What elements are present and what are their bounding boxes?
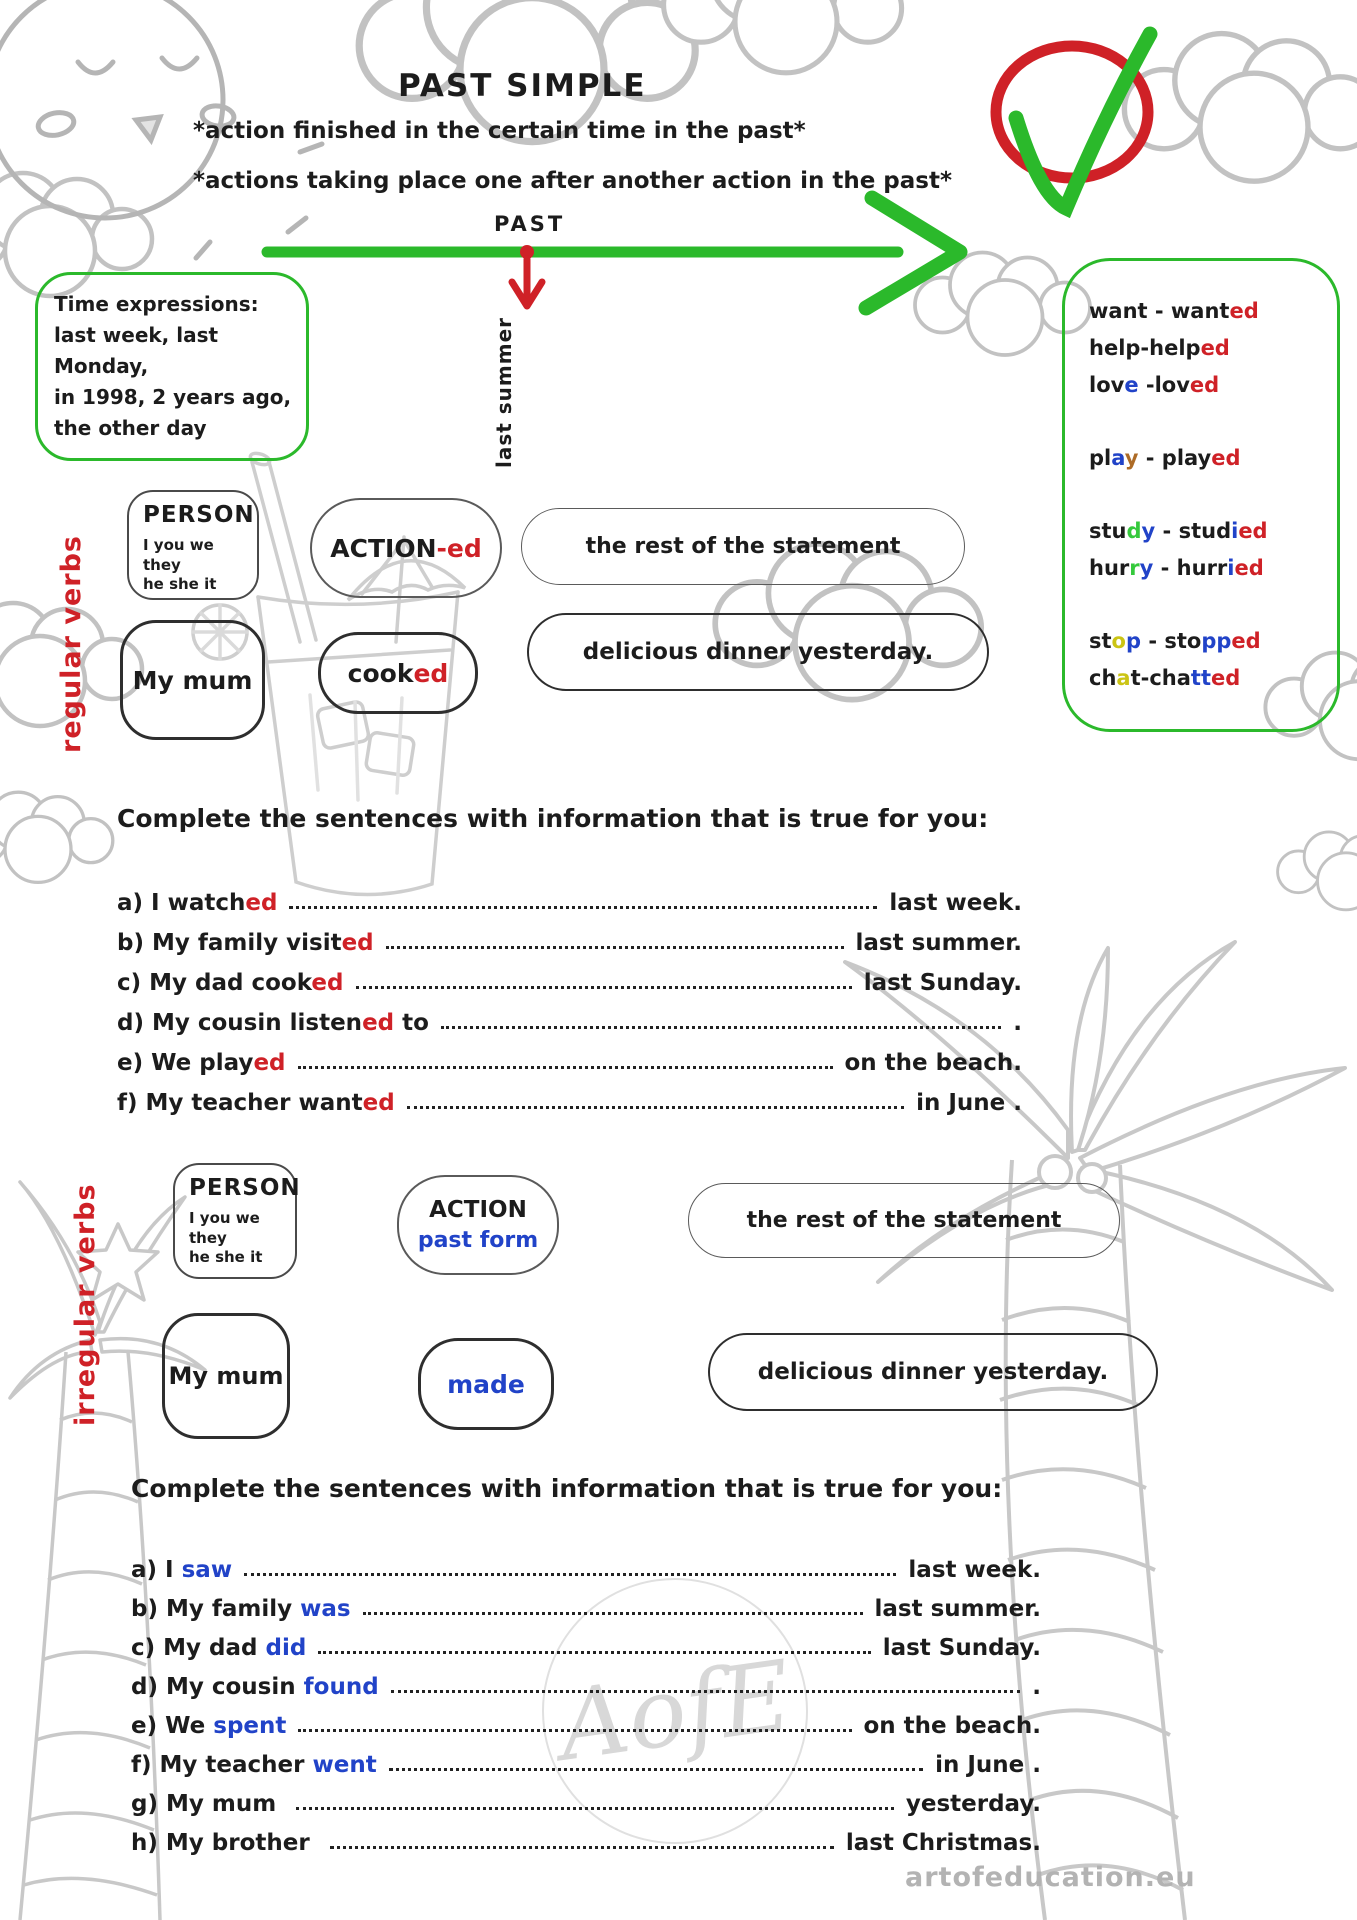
person-pronouns: he she it (143, 575, 217, 593)
action-bubble: ACTION -ed (310, 498, 502, 598)
example-rest-bubble: delicious dinner yesterday. (527, 613, 989, 691)
sentence-row (131, 1817, 1041, 1856)
verb-pair: study - studied (1089, 519, 1268, 543)
verb-pair: hurry - hurried (1089, 556, 1264, 580)
answer-blank (298, 1066, 833, 1069)
page-title: PAST SIMPLE (398, 68, 647, 104)
sentence-row (131, 1583, 1041, 1622)
time-expressions-box (35, 272, 309, 461)
answer-blank (296, 1807, 894, 1810)
verb-pair: want - wanted (1089, 299, 1259, 323)
time-expression-line: the other day (54, 416, 207, 440)
answer-blank (289, 906, 877, 909)
sentence-prefix: c) My dad cooked (117, 970, 344, 996)
answer-blank (386, 946, 844, 949)
sentence-prefix: f) My teacher wanted (117, 1090, 395, 1116)
verb-examples-box (1062, 258, 1340, 732)
person-title: PERSON (189, 1175, 301, 1201)
exercise-heading: Complete the sentences with information that is true for you: (117, 804, 989, 833)
rest-of-statement-bubble: the rest of the statement (521, 508, 965, 585)
sentence-suffix: last week. (889, 890, 1022, 916)
action-bubble (397, 1175, 559, 1275)
answer-blank (441, 1026, 1001, 1029)
verb-pair: chat-chatted (1089, 666, 1241, 690)
person-title: PERSON (143, 502, 255, 528)
sentence-row (131, 1700, 1041, 1739)
watermark-logo: AofE (525, 1561, 825, 1861)
footer-credit: artofeducation.eu (905, 1862, 1196, 1893)
sentence-suffix: . (1013, 1010, 1022, 1036)
rest-of-statement-bubble: the rest of the statement (688, 1183, 1120, 1258)
person-pronouns: I you we they (189, 1209, 260, 1247)
note-line: *actions taking place one after another action in the past* (193, 168, 952, 194)
sentence-prefix: d) My cousin listened to (117, 1010, 429, 1036)
sentence-row (131, 1661, 1041, 1700)
person-box (127, 490, 259, 600)
time-expressions-title: Time expressions: (54, 292, 259, 316)
sentence-suffix: last summer. (855, 930, 1022, 956)
verb-pair: help-helped (1089, 336, 1230, 360)
sentence-row (131, 1739, 1041, 1778)
sentence-prefix: e) We spent (131, 1713, 287, 1739)
sentence-suffix: last summer. (874, 1596, 1041, 1622)
person-pronouns: he she it (189, 1248, 263, 1266)
sentence-suffix: on the beach. (863, 1713, 1041, 1739)
answer-blank (391, 1690, 1021, 1693)
sentence-prefix: h) My brother (131, 1830, 318, 1856)
checkmark-icon (996, 34, 1150, 208)
sentence-suffix: . (1032, 1674, 1041, 1700)
sentence-prefix: g) My mum (131, 1791, 285, 1817)
sentence-row (117, 876, 1022, 916)
sentence-row (117, 1076, 1022, 1116)
answer-blank (318, 1651, 870, 1654)
answer-blank (330, 1846, 834, 1849)
sentence-suffix: yesterday. (905, 1791, 1041, 1817)
sentence-prefix: a) I saw (131, 1557, 233, 1583)
answer-blank (298, 1729, 851, 1732)
sentence-suffix: in June . (916, 1090, 1022, 1116)
sentence-prefix: b) My family was (131, 1596, 351, 1622)
verb-pair: love -loved (1089, 373, 1220, 397)
sentence-row (117, 916, 1022, 956)
sentence-suffix: on the beach. (844, 1050, 1022, 1076)
example-action-bubble: cook ed (318, 632, 478, 714)
answer-blank (407, 1106, 904, 1109)
sentence-row (117, 996, 1022, 1036)
timeline-marker-label: last summer (492, 316, 516, 468)
answer-blank (363, 1612, 863, 1615)
sentence-prefix: b) My family visited (117, 930, 374, 956)
sentence-row (131, 1544, 1041, 1583)
example-action-bubble: made (418, 1338, 554, 1430)
sentence-row (117, 1036, 1022, 1076)
note-line: *action finished in the certain time in the past* (193, 118, 806, 144)
verb-pair: play - played (1089, 446, 1241, 470)
exercise-sentence-list (117, 876, 1022, 1116)
sentence-suffix: in June . (935, 1752, 1041, 1778)
sentence-suffix: last Sunday. (882, 1635, 1041, 1661)
answer-blank (244, 1573, 896, 1576)
time-expression-line: in 1998, 2 years ago, (54, 385, 292, 409)
sentence-prefix: e) We played (117, 1050, 286, 1076)
exercise-heading: Complete the sentences with information that is true for you: (131, 1474, 1003, 1503)
example-rest-bubble: delicious dinner yesterday. (708, 1333, 1158, 1411)
sentence-suffix: last week. (908, 1557, 1041, 1583)
timeline-arrow (267, 198, 960, 308)
sentence-row (131, 1622, 1041, 1661)
answer-blank (356, 986, 852, 989)
verb-pair: stop - stopped (1089, 629, 1261, 653)
sentence-prefix: a) I watched (117, 890, 278, 916)
section-side-label-irregular: irregular verbs (70, 1183, 101, 1426)
time-expression-line: last week, last Monday, (54, 323, 219, 378)
answer-blank (389, 1768, 923, 1771)
sentence-prefix: c) My dad did (131, 1635, 307, 1661)
person-box (173, 1163, 301, 1279)
action-subtitle: past form (417, 1227, 539, 1253)
exercise-sentence-list (131, 1544, 1041, 1856)
sentence-prefix: f) My teacher went (131, 1752, 377, 1778)
timeline-label: PAST (494, 212, 566, 236)
person-pronouns: I you we they (143, 536, 214, 574)
sentence-row (131, 1778, 1041, 1817)
sentence-suffix: last Sunday. (863, 970, 1022, 996)
action-title: ACTION (429, 1196, 527, 1223)
example-person-bubble: My mum (120, 620, 265, 740)
section-side-label-regular: regular verbs (56, 535, 87, 753)
sentence-prefix: d) My cousin found (131, 1674, 379, 1700)
sentence-suffix: last Christmas. (845, 1830, 1041, 1856)
sentence-row (117, 956, 1022, 996)
example-person-bubble: My mum (162, 1313, 290, 1439)
